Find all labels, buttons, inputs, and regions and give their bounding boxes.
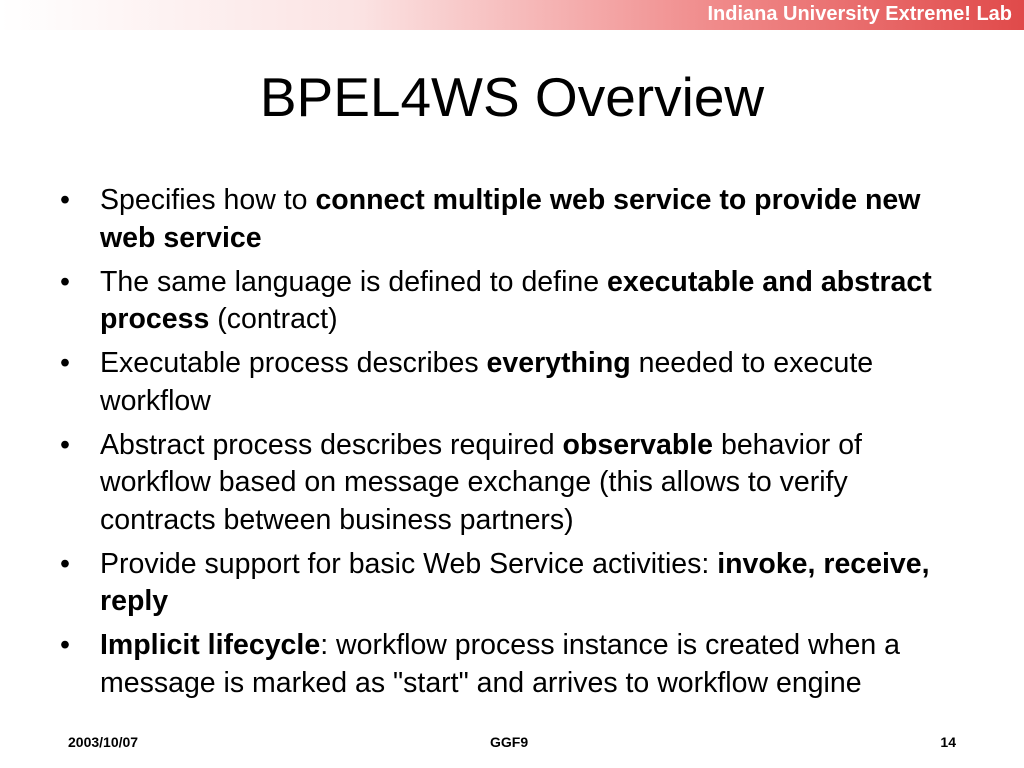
bullet-text-part: Abstract process describes required [100,428,563,461]
bullet-text-bold: connect multiple web service to provide new web service [100,184,921,254]
bullet-text-part: Executable process describes [100,347,487,379]
lab-name: Indiana University Extreme! Lab [707,3,1012,25]
header-banner [0,0,1024,30]
bullet-text-part: Provide support for basic Web Service activities: [100,547,718,580]
bullet-item [60,182,965,257]
footer-date: 2003/10/07 [68,734,139,750]
bullet-list [60,182,965,709]
bullet-item [60,627,965,702]
bullet-item [60,427,965,540]
bullet-text-part: behavior of workflow based on message exchange (this allows to verify contracts between business partners) [100,428,862,536]
bullet-text-bold: Implicit lifecycle [100,629,321,661]
bullet-item [60,264,965,339]
bullet-text-part: The same language is defined to define [100,265,608,298]
bullet-text-bold: everything [486,347,631,379]
bullet-text-bold: invoke, receive, reply [100,547,930,617]
footer-event: GGF9 [490,734,529,750]
bullet-dot: • [60,547,70,580]
bullet-dot: • [60,347,70,379]
bullet-dot: • [60,265,70,298]
bullet-dot: • [60,629,70,661]
page-number: 14 [940,734,956,750]
bullet-text-part: needed to execute workflow [100,347,874,417]
bullet-text-bold: observable [562,428,714,461]
bullet-text-bold: executable and abstract process [100,265,932,335]
bullet-item [60,345,965,420]
bullet-text-part: (contract) [209,303,338,335]
slide-title: BPEL4WS Overview [259,66,765,128]
bullet-text-part: Specifies how to [100,184,316,216]
bullet-dot: • [60,428,70,461]
bullet-dot: • [60,184,70,216]
bullet-text-part: : workflow process instance is created when a message is marked as "start" and arrives to workflow engine [100,629,900,699]
bullet-item [60,546,965,621]
